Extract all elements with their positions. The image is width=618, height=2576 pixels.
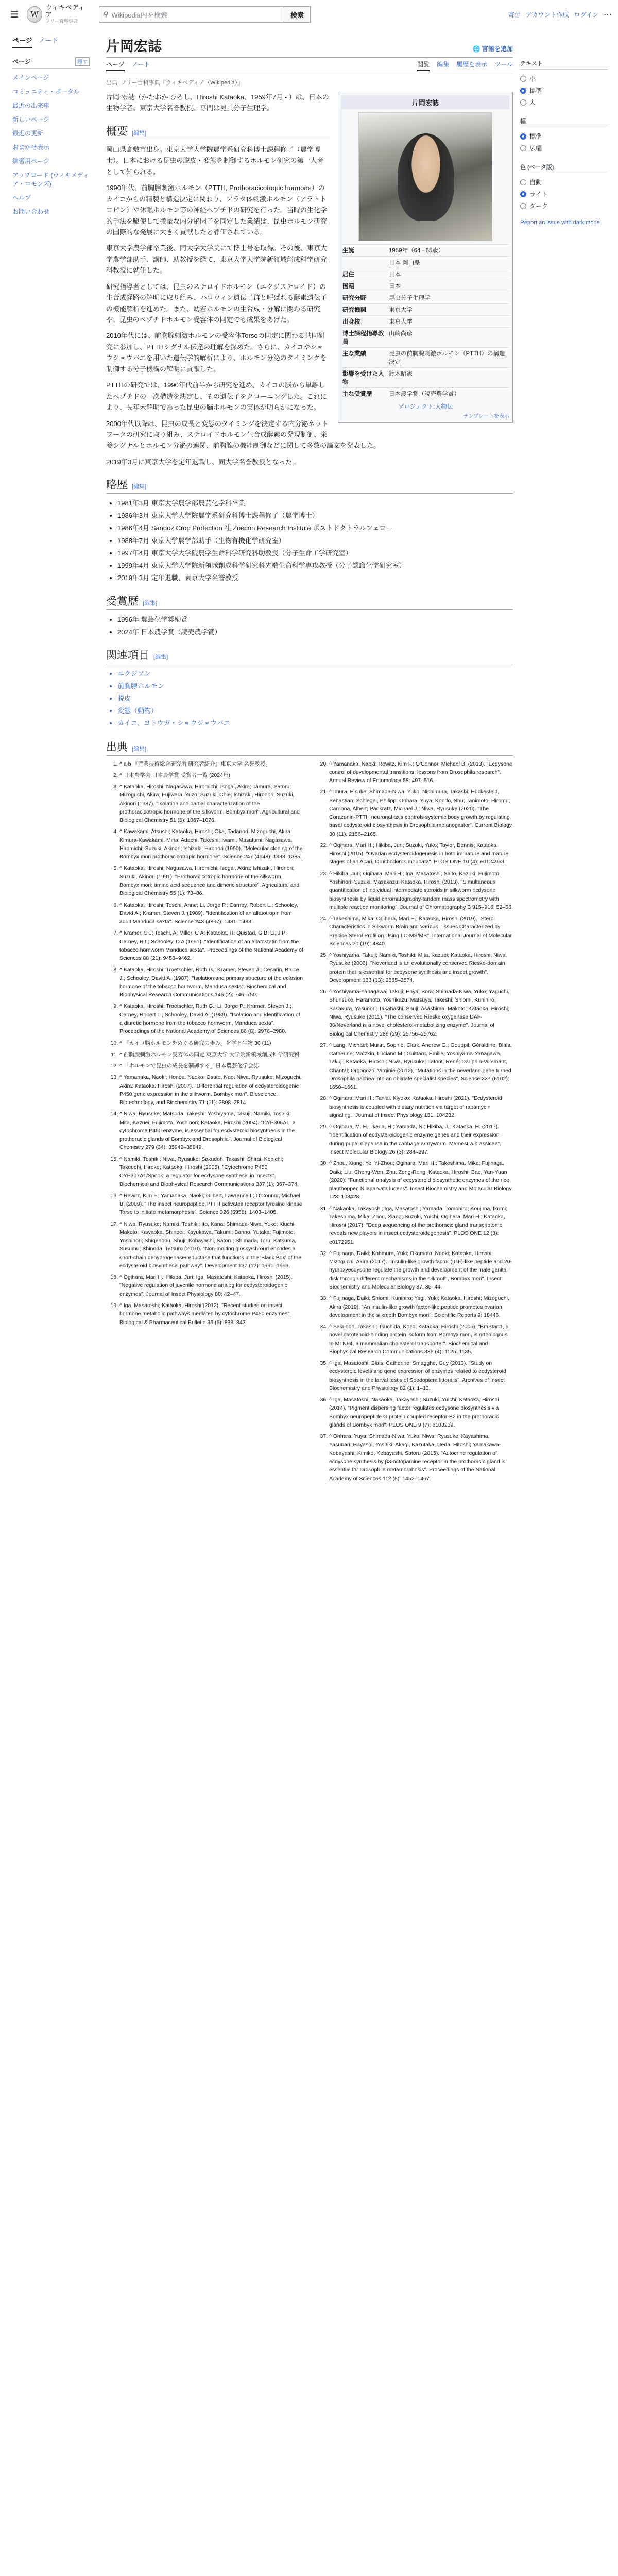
reference-item: 6. ^ Kataoka, Hiroshi; Toschi, Anne; Li, Jorge P.; Carney, Robert L.; Schooley, David A.; Kramer, Steven J. (1989). "Identification of an allatotropin from adult Manduca sexta". Science 243 (4897): 1481–1483. <box>119 901 303 926</box>
reference-item: 7. ^ Kramer, S J; Toschi, A; Miller, C A; Kataoka, H; Quistad, G B; Li, J P; Carney, R L; Schooley, D A (1991). "Identification of an allatostatin from the tobacco hornworm Manduca sexta". Proceedings of the National Academy of Sciences 88 (21): 9458–9462. <box>119 929 303 962</box>
sidebar-item[interactable]: お問い合わせ <box>12 208 50 215</box>
reference-item: 33. ^ Fujinaga, Daiki; Shiomi, Kunihiro; Yagi, Yuki; Kataoka, Hiroshi; Mizoguchi, Akira (2019). "An insulin-like growth factor-like peptide promotes ovarian development in the silkmoth Bombyx mori". Scientific Reports 9: 18446. <box>329 1294 513 1319</box>
infobox-value: 昆虫の前胸腺刺激ホルモン（PTTH）の構造決定 <box>389 351 505 365</box>
infobox-key: 居住 <box>342 272 354 278</box>
edit-link[interactable]: [編集] <box>143 600 158 606</box>
tab-edit[interactable]: 編集 <box>437 61 450 68</box>
paragraph: 岡山県倉敷市出身。東京大学大学院農学系研究科博士課程修了（農学博士）。日本における昆虫の脱皮・変態を制御するホルモン研究の第一人者として知られる。 <box>106 145 324 176</box>
intro-paragraph: 片岡 宏誌（かたおか ひろし、Hiroshi Kataoka、1959年7月 - ）は、日本の生物学者。東京大学名誉教授。専門は昆虫分子生理学。 <box>106 93 329 112</box>
hamburger-icon[interactable]: ☰ <box>10 9 19 20</box>
search-placeholder: Wikipedia内を検索 <box>111 11 167 19</box>
sidebar-item[interactable]: アップロード (ウィキメディア・コモンズ) <box>12 172 89 188</box>
appearance-group <box>520 161 608 212</box>
reference-item: 22. ^ Ogihara, Mari H.; Hikiba, Juri; Suzuki, Yuko; Taylor, Dennis; Kataoka, Hiroshi (2015). "Ovarian ecdysteroidogenesis in both immature and mature stages of an Acari, Ornithodoros moubata". PLOS ONE 10 (4): e0124953. <box>329 841 513 867</box>
radio-button[interactable] <box>520 145 526 151</box>
radio-option[interactable] <box>520 96 608 108</box>
references-column-2 <box>316 760 513 1486</box>
reference-item: 24. ^ Takeshima, Mika; Ogihara, Mari H.; Kataoka, Hiroshi (2019). "Sterol Characteristics in Silkworm Brain and Various Tissues Characterized by Precise Sterol Profiling Using LC-MS/MS". International Journal of Molecular Sciences 20 (19): 4840. <box>329 914 513 948</box>
related-heading: 関連項目 [編集] <box>106 647 513 664</box>
site-header <box>0 0 618 29</box>
infobox-key: 研究分野 <box>342 295 366 301</box>
create-account-link[interactable]: アカウント作成 <box>525 11 569 19</box>
infobox-value: 日本農学賞（読売農学賞） <box>389 391 460 397</box>
radio-label: ライト <box>529 191 548 198</box>
dark-mode-report-link[interactable]: Report an issue with dark mode <box>520 219 600 226</box>
infobox-row <box>341 387 509 399</box>
sidebar-item[interactable]: おまかせ表示 <box>12 144 50 151</box>
reference-item: 36. ^ Iga, Masatoshi; Nakaoka, Takayoshi; Suzuki, Yuichi; Kataoka, Hiroshi (2014). "Pigment dispersing factor regulates ecdysone biosynthesis via Bombyx neuropeptide G protein coupled receptor-B2 in the prothoracic glands of Bombyx mori". PLOS ONE 9 (7): e103239. <box>329 1396 513 1429</box>
template-link[interactable]: テンプレートを表示 <box>463 414 509 419</box>
sidebar-item[interactable]: 最近の更新 <box>12 130 44 137</box>
appearance-group-title: テキスト <box>520 58 608 70</box>
reference-item: 19. ^ Iga, Masatoshi; Kataoka, Hiroshi (2012). "Recent studies on insect hormone metabolic pathways mediated by cytochrome P450 enzymes". Biological & Pharmaceutical Bulletin 35 (6): 838–843. <box>119 1301 303 1327</box>
infobox-key: 研究機関 <box>342 307 366 313</box>
paragraph: 2000年代以降は、昆虫の成長と変態のタイミングを決定する内分泌ネットワークの研究に取り組み、ステロイドホルモン生合成酵素の発現制御、栄養シグナルとホルモン分泌の連関、前胸腺の機能制御などに関して多数の論文を発表した。 <box>106 419 381 450</box>
tab-talk[interactable]: ノート <box>38 37 59 44</box>
infobox-key: 生誕 <box>342 248 354 254</box>
paragraph: 2010年代には、前胸腺刺激ホルモンの受容体Torsoの同定に関わる共同研究に参加し、PTTHシグナル伝達の理解を深めた。さらに、カイコやショウジョウバエを用いた遺伝学的解析により、ホルモン分泌のタイミングを制御する分子機構の解明に貢献した。 <box>106 332 327 373</box>
infobox-key: 主な業績 <box>342 351 366 357</box>
paragraph: 1990年代、前胸腺刺激ホルモン（PTTH, Prothoracicotropic hormone）のカイコからの精製と構造決定に関わり、アラタ体刺激ホルモン（アラトトロピン）や休眠ホルモン等の神経ペプチドの研究を行った。当時の生化学的手法を駆使して微量な内分泌因子を同定した業績は、昆虫ホルモン研究の国際的な発展に大きく貢献したと評価されている。 <box>106 184 328 236</box>
infobox-row <box>341 292 509 303</box>
user-links <box>508 9 612 20</box>
infobox-row <box>341 303 509 315</box>
list-item[interactable]: • 変態（動物） <box>117 705 513 717</box>
reference-item: 26. ^ Yoshiyama-Yanagawa, Takuji; Enya, Sora; Shimada-Niwa, Yuko; Yaguchi, Shunsuke; Haramoto, Yoshikazu; Matsuya, Takeshi; Shiomi, Kunihiro; Sasakura, Yasunori; Takahashi, Shuji; Asashima, Makoto; Kataoka, Hiroshi; Niwa, Ryusuke (2011). "The conserved Rieske oxygenase DAF-36/Neverland is a novel cholesterol-metabolizing enzyme". Journal of Biological Chemistry 286 (29): 25756–25762. <box>329 988 513 1038</box>
list-item: • 1988年7月 東京大学農学部助手（生物有機化学研究室） <box>117 535 513 547</box>
add-languages-label: 言語を追加 <box>482 45 513 53</box>
infobox-value: 東京大学 <box>389 307 413 313</box>
references-column-1 <box>106 760 303 1486</box>
radio-label: 標準 <box>529 133 542 140</box>
sidebar-item[interactable]: メインページ <box>12 74 49 81</box>
logo-tagline: フリー百科事典 <box>45 19 78 24</box>
tab-page[interactable]: ページ <box>12 35 32 48</box>
main-content <box>106 29 513 1486</box>
donate-link[interactable]: 寄付 <box>508 11 521 19</box>
main-menu-list <box>12 71 90 218</box>
infobox-key: 出身校 <box>342 319 360 325</box>
references <box>106 760 513 1486</box>
logo-title: ウィキペディア <box>45 4 85 20</box>
reference-item: 3. ^ Kataoka, Hiroshi; Nagasawa, Hiromichi; Isogai, Akira; Tamura, Satoru; Mizoguchi, Akira; Fujiwara, Yuzo; Suzuki, Chie; Ishizaki, Hironori; Suzuki, Akinori (1987). "Isolation and partial characterization of the prothoracicotropic hormone of the silkworm, Bombyx mori". Agricultural and Biological Chemistry 51 (5): 1067–1076. <box>119 783 303 824</box>
infobox-row <box>341 244 509 256</box>
search-input[interactable] <box>99 6 284 23</box>
project-link[interactable]: プロジェクト:人物伝 <box>398 404 453 410</box>
radio-label: 大 <box>529 99 536 106</box>
radio-label: 標準 <box>529 87 542 94</box>
infobox-key <box>342 258 389 266</box>
infobox-key: 影響を受けた人物 <box>342 371 384 385</box>
appearance-group <box>520 58 608 108</box>
infobox-value: 東京大学 <box>389 319 413 325</box>
infobox-row <box>341 347 509 367</box>
reference-item: 28. ^ Ogihara, Mari H.; Taniai, Kiyoko; Kataoka, Hiroshi (2021). "Ecdysteroid biosynthesis is coupled with dietary nutrition via target of rapamycin signaling". Journal of Insect Physiology 131: 104232. <box>329 1094 513 1120</box>
infobox-value: 昆虫分子生理学 <box>389 295 431 301</box>
more-icon[interactable]: ⋯ <box>604 10 612 19</box>
reference-item: 32. ^ Fujinaga, Daiki; Kohmura, Yuki; Okamoto, Naoki; Kataoka, Hiroshi; Mizoguchi, Akira (2017). "Insulin-like growth factor (IGF)-like peptide and 20-hydroxyecdysone regulate the growth and development of the male genital disk through different mechanisms in the silkmoth, Bombyx mori". Insect Biochemistry and Molecular Biology 87: 35–44. <box>329 1249 513 1291</box>
career-list <box>117 498 513 584</box>
tab-read[interactable]: 閲覧 <box>417 60 430 71</box>
reference-item: 18. ^ Ogihara, Mari H.; Hikiba, Juri; Iga, Masatoshi; Kataoka, Hiroshi (2015). "Negative regulation of juvenile hormone analog for ecdysteroidogenic enzymes". Journal of Insect Physiology 80: 42–47. <box>119 1273 303 1298</box>
infobox-title: 片岡宏誌 <box>341 95 509 109</box>
career-heading: 略歴 [編集] <box>106 477 513 494</box>
edit-link[interactable]: [編集] <box>132 745 147 752</box>
add-languages-button[interactable] <box>473 44 513 53</box>
radio-label: 広幅 <box>529 145 542 152</box>
edit-link[interactable]: [編集] <box>132 484 147 490</box>
infobox-row <box>341 256 509 268</box>
edit-link[interactable]: [編集] <box>153 654 168 661</box>
paragraph: PTTHの研究では、1990年代前半から研究を進め、カイコの脳から単離したペプチドの一次構造を決定し、その遺伝子をクローニングした。これにより、長年未解明であった昆虫の脳ホルモンの実体が明らかになった。 <box>106 381 327 412</box>
reference-item: 17. ^ Niwa, Ryusuke; Namiki, Toshiki; Ito, Kana; Shimada-Niwa, Yuko; Kiuchi, Makoto; Kawaoka, Shinpei; Kayukawa, Takumi; Banno, Yutaka; Fujimoto, Yoshinori; Shigenobu, Shuji; Kobayashi, Satoru; Shimada, Toru; Katsuma, Susumu; Shinoda, Tetsuro (2010). "Non-molting glossy/shroud encodes a short-chain dehydrogenase/reductase that functions in the 'Black Box' of the ecdysteroid biosynthesis pathway". Development 137 (12): 1991–1999. <box>119 1220 303 1270</box>
infobox-value: 日本 <box>389 272 401 278</box>
appearance-group <box>520 115 608 154</box>
main-menu-heading <box>12 55 90 69</box>
reference-item: 31. ^ Nakaoka, Takayoshi; Iga, Masatoshi; Yamada, Tomohiro; Koujima, Ikumi; Takeshima, Mika; Zhou, Xiang; Suzuki, Yuichi; Ogihara, Mari H.; Kataoka, Hiroshi (2017). "Deep sequencing of the prothoracic gland transcriptome reveals new players in insect ecdysteroidogenesis". PLOS ONE 12 (3): e0172951. <box>329 1205 513 1246</box>
radio-option[interactable] <box>520 142 608 154</box>
radio-button[interactable] <box>520 191 526 197</box>
reference-item: 30. ^ Zhou, Xiang; Ye, Yi-Zhou; Ogihara, Mari H.; Takeshima, Mika; Fujinaga, Daiki; Liu, Cheng-Wen; Zhu, Zeng-Rong; Kataoka, Hiroshi; Bao, Yan-Yuan (2020). "Functional analysis of ecdysteroid biosynthetic enzymes of the rice planthopper, Nilaparvata lugens". Insect Biochemistry and Molecular Biology 123: 103428. <box>329 1159 513 1201</box>
related-list <box>117 668 513 729</box>
reference-item: 10. ^ 「カイコ脳ホルモンをめぐる研究の歩み」化学と生物 30 (11) <box>119 1039 303 1047</box>
tab-tools[interactable]: ツール <box>494 61 513 68</box>
radio-option[interactable] <box>520 176 608 188</box>
list-item[interactable]: • 前胸腺ホルモン <box>117 681 513 692</box>
paragraph: 東京大学農学部卒業後、同大学大学院にて博士号を取得。その後、東京大学農学部助手、講師、助教授を経て、東京大学大学院新領域創成科学研究科教授に就任した。 <box>106 244 328 275</box>
radio-option[interactable] <box>520 200 608 212</box>
awards-heading: 受賞歴 [編集] <box>106 593 513 610</box>
radio-button[interactable] <box>520 76 526 82</box>
reference-item: 1. ^ a b 『産業技術総合研究所 研究者紹介』東京大学 名誉教授。 <box>119 760 303 768</box>
reference-item: 15. ^ Namiki, Toshiki; Niwa, Ryusuke; Sakudoh, Takashi; Shirai, Kenichi; Takeuchi, Hiroko; Kataoka, Hiroshi (2005). "Cytochrome P450 CYP307A1/Spook: a regulator for ecdysone synthesis in insects". Biochemical and Biophysical Research Communications 337 (1): 367–374. <box>119 1155 303 1189</box>
portrait-image <box>358 112 492 241</box>
awards-list <box>117 614 513 638</box>
reference-item: 34. ^ Sakudoh, Takashi; Tsuchida, Kozo; Kataoka, Hiroshi (2005). "BmStart1, a novel carotenoid-binding protein isoform from Bombyx mori, is orthologous to MLN64, a mammalian cholesterol transporter". Biochemical and Biophysical Research Communications 336 (4): 1125–1135. <box>329 1323 513 1356</box>
infobox-rows <box>341 244 509 399</box>
reference-item: 9. ^ Kataoka, Hiroshi; Troetschler, Ruth G.; Li, Jorge P.; Kramer, Steven J.; Carney, Robert L.; Schooley, David A. (1989). "Isolation and identification of a diuretic hormone from the tobacco hornworm, Manduca sexta". Proceedings of the National Academy of Sciences 86 (8): 2976–2980. <box>119 1002 303 1036</box>
radio-button[interactable] <box>520 203 526 209</box>
infobox-key: 国籍 <box>342 283 354 290</box>
reference-item: 8. ^ Kataoka, Hiroshi; Troetschler, Ruth G.; Kramer, Steven J.; Cesarin, Bruce J.; Schooley, David A. (1987). "Isolation and primary structure of the eclosion hormone of the tobacco hornworm, Manduca sexta". Biochemical and Biophysical Research Communications 146 (2): 746–750. <box>119 965 303 999</box>
radio-button[interactable] <box>520 133 526 140</box>
reference-item: 12. ^ 「ホルモンで昆虫の成長を制御する」日本農芸化学会誌 <box>119 1062 303 1070</box>
paragraph: 2019年3月に東京大学を定年退職し、同大学名誉教授となった。 <box>106 457 299 466</box>
overview-heading: 概要 [編集] <box>106 123 330 140</box>
paragraph: 研究指導者としては、昆虫のステロイドホルモン（エクジステロイド）の生合成経路の解明に取り組み、ハロウィン遺伝子群と呼ばれる酵素遺伝子の機能解析を進めた。また、幼若ホルモンの生合成・分解に関わる研究や、昆虫のペプチドホルモン受容体の同定でも成果をあげた。 <box>106 282 328 324</box>
reference-item: 13. ^ Yamanaka, Naoki; Honda, Naoko; Osato, Nao; Niwa, Ryusuke; Mizoguchi, Akira; Kataoka, Hiroshi (2007). "Differential regulation of ecdysteroidogenic P450 gene expression in the silkworm, Bombyx mori". Bioscience, Biotechnology, and Biochemistry 71 (11): 2808–2814. <box>119 1073 303 1107</box>
reference-item: 14. ^ Niwa, Ryusuke; Matsuda, Takeshi; Yoshiyama, Takuji; Namiki, Toshiki; Mita, Kazuei; Fujimoto, Yoshinori; Kataoka, Hiroshi (2004). "CYP306A1, a cytochrome P450 enzyme, is essential for ecdysteroid biosynthesis in the prothoracic glands of Bombyx and Drosophila". Journal of Biological Chemistry 279 (34): 35942–35949. <box>119 1110 303 1151</box>
infobox-value: 日本 <box>389 283 401 290</box>
list-item: • 2024年 日本農学賞（読売農学賞） <box>117 626 513 638</box>
reference-item: 20. ^ Yamanaka, Naoki; Rewitz, Kim F.; O'Connor, Michael B. (2013). "Ecdysone control of developmental transitions: lessons from Drosophila research". Annual Review of Entomology 58: 497–516. <box>329 760 513 785</box>
list-item: • 1986年3月 東京大学大学院農学系研究科博士課程修了（農学博士） <box>117 510 513 521</box>
infobox-row <box>341 268 509 280</box>
left-tabs <box>12 35 90 48</box>
reference-item: 5. ^ Kataoka, Hiroshi; Nagasawa, Hiromichi; Isogai, Akira; Ishizaki, Hironori; Suzuki, Akinori (1991). "Prothoracicotropic hormone of the silkworm, Bombyx mori: amino acid sequence and dimeric structure". Agricultural and Biological Chemistry 55 (1): 73–86. <box>119 864 303 897</box>
radio-option[interactable] <box>520 130 608 142</box>
list-item: • 1999年4月 東京大学大学院新領域創成科学研究科先端生命科学専攻教授（分子認識化学研究室） <box>117 560 513 571</box>
infobox-value: 鈴木昭憲 <box>389 371 413 377</box>
infobox-value: 山崎尚彦 <box>389 331 413 337</box>
sidebar-item[interactable]: コミュニティ・ポータル <box>12 88 80 95</box>
appearance-group-title: 幅 <box>520 115 608 127</box>
radio-option[interactable] <box>520 188 608 200</box>
sidebar-item[interactable]: 最近の出来事 <box>12 102 50 109</box>
page-tabs <box>106 60 513 74</box>
reference-item: 37. ^ Ohhara, Yuya; Shimada-Niwa, Yuko; Niwa, Ryusuke; Kayashima, Yasunari; Hayashi, Yoshiki; Akagi, Kazutaka; Ueda, Hitoshi; Yamakawa-Kobayashi, Kimiko; Kobayashi, Satoru (2015). "Autocrine regulation of ecdysone synthesis by β3-octopamine receptor in the prothoracic gland is essential for Drosophila metamorphosis". Proceedings of the National Academy of Sciences 112 (5): 1452–1457. <box>329 1432 513 1483</box>
infobox-row <box>341 315 509 327</box>
reference-item: 2. ^ 日本農学会 日本農学賞 受賞者一覧 (2024年) <box>119 771 303 779</box>
reference-item: 25. ^ Yoshiyama, Takuji; Namiki, Toshiki; Mita, Kazuei; Kataoka, Hiroshi; Niwa, Ryusuke (2006). "Neverland is an evolutionally conserved Rieske-domain protein that is essential for ecdysone synthesis and insect growth". Development 133 (13): 2565–2574. <box>329 951 513 985</box>
infobox <box>338 92 513 423</box>
infobox-key: 主な受賞歴 <box>342 391 372 397</box>
reference-item: 27. ^ Lang, Michael; Murat, Sophie; Clark, Andrew G.; Gouppil, Géraldine; Blais, Catherine; Matzkin, Luciano M.; Guittard, Émilie; Yoshiyama-Yanagawa, Takuji; Kataoka, Hiroshi; Niwa, Ryusuke; Lafont, René; Dauphin-Villemant, Chantal; Orgogozo, Virginie (2012). "Mutations in the neverland gene turned Drosophila pachea into an obligate specialist species". Science 337 (6102): 1658–1661. <box>329 1041 513 1092</box>
sidebar-item[interactable]: ヘルプ <box>12 194 31 201</box>
reference-item: 29. ^ Ogihara, M. H.; Ikeda, H.; Yamada, N.; Hikiba, J.; Kataoka, H. (2017). "Identification of ecdysteroidogenic enzyme genes and their expression during pupal diapause in the cabbage armyworm, Mamestra brassicae". Insect Molecular Biology 26 (3): 284–297. <box>329 1123 513 1156</box>
references-heading: 出典 [編集] <box>106 739 513 756</box>
list-item: • 1981年3月 東京大学農学部農芸化学科卒業 <box>117 498 513 509</box>
list-item[interactable]: • エクジソン <box>117 668 513 680</box>
radio-button[interactable] <box>520 99 526 106</box>
title-bar <box>106 29 513 58</box>
radio-label: ダーク <box>529 202 548 210</box>
infobox-row <box>341 367 509 387</box>
edit-link[interactable]: [編集] <box>132 130 147 137</box>
search-button[interactable]: 検索 <box>284 6 311 23</box>
radio-button[interactable] <box>520 179 526 185</box>
radio-option[interactable] <box>520 73 608 84</box>
left-sidebar <box>12 35 90 218</box>
translate-icon: 🌐 <box>472 45 480 53</box>
hide-button[interactable]: 隠す <box>75 57 90 66</box>
tab-history[interactable]: 履歴を表示 <box>456 61 488 68</box>
sidebar-item[interactable]: 新しいページ <box>12 116 49 123</box>
infobox-value: 日本 岡山県 <box>389 260 420 266</box>
infobox-row <box>341 280 509 292</box>
reference-item: 23. ^ Hikiba, Juri; Ogihara, Mari H.; Iga, Masatoshi; Saito, Kazuki; Fujimoto, Yoshinori; Suzuki, Masakazu; Kataoka, Hiroshi (2013). "Simultaneous quantification of individual intermediate steroids in silkworm ecdysone biosynthesis by liquid chromatography-tandem mass spectrometry with multiple reaction monitoring". Journal of Chromatography B 915–916: 52–56. <box>329 870 513 911</box>
reference-item: 11. ^ 前胸腺刺激ホルモン受容体の同定 東京大学 大学院新領域創成科学研究科 <box>119 1050 303 1059</box>
list-item: • 1986年4月 Sandoz Crop Protection 社 Zoecon Research Institute ポストドクトラルフェロー <box>117 522 513 534</box>
list-item: • 2019年3月 定年退職、東京大学名誉教授 <box>117 572 513 584</box>
list-item: • 1996年 農芸化学奨励賞 <box>117 614 513 625</box>
login-link[interactable]: ログイン <box>574 11 598 19</box>
radio-button[interactable] <box>520 88 526 94</box>
appearance-panel <box>520 58 608 227</box>
list-item[interactable]: • カイコ、ヨトウガ・ショウジョウバエ <box>117 718 513 729</box>
wikipedia-logo[interactable] <box>27 5 89 24</box>
list-item: • 1997年4月 東京大学大学院農学生命科学研究科助教授（分子生命工学研究室） <box>117 548 513 559</box>
reference-item: 21. ^ Imura, Eisuke; Shimada-Niwa, Yuko; Nishimura, Takashi; Hückesfeld, Sebastian; Schlegel, Philipp; Ohhara, Yuya; Kondo, Shu; Tanimoto, Hiromu; Cardona, Albert; Pankratz, Michael J.; Niwa, Ryusuke (2020). "The Corazonin-PTTH neuronal axis controls systemic body growth by regulating basal ecdysteroid biosynthesis in Drosophila melanogaster". Current Biology 30 (11): 2156–2165. <box>329 788 513 838</box>
infobox-value: 1959年（64 - 65歳） <box>389 248 444 254</box>
tab-discussion[interactable]: ノート <box>131 61 150 68</box>
reference-item: 16. ^ Rewitz, Kim F.; Yamanaka, Naoki; Gilbert, Lawrence I.; O'Connor, Michael B. (2009). "The insect neuropeptide PTTH activates receptor tyrosine kinase Torso to initiate metamorphosis". Science 326 (5958): 1403–1405. <box>119 1192 303 1217</box>
tab-article[interactable]: ページ <box>106 60 125 71</box>
main-menu-title: ページ <box>12 58 31 65</box>
source-note: 出典: フリー百科事典『ウィキペディア（Wikipedia）』 <box>106 80 244 86</box>
infobox-row <box>341 327 509 347</box>
infobox-key: 博士課程指導教員 <box>342 331 384 345</box>
reference-item: 4. ^ Kawakami, Atsushi; Kataoka, Hiroshi; Oka, Tadanori; Mizoguchi, Akira; Kimura-Kawakami, Mina; Adachi, Takeshi; Iwami, Masafumi; Nagasawa, Hiromichi; Suzuki, Akinori; Ishizaki, Hironori (1990). "Molecular cloning of the Bombyx mori prothoracicotropic hormone". Science 247 (4948): 1333–1335. <box>119 827 303 861</box>
appearance-group-title: 色 (ベータ版) <box>520 161 608 173</box>
puzzle-globe-icon: W <box>27 6 42 23</box>
radio-label: 自動 <box>529 179 542 186</box>
list-item[interactable]: • 脱皮 <box>117 693 513 704</box>
sidebar-item[interactable]: 練習用ページ <box>12 158 49 165</box>
reference-item: 35. ^ Iga, Masatoshi; Blais, Catherine; Smagghe, Guy (2013). "Study on ecdysteroid levels and gene expression of enzymes related to ecdysteroid biosynthesis in the larval testis of Spodoptera littoralis". Archives of Insect Biochemistry and Physiology 82 (1): 1–13. <box>329 1359 513 1393</box>
search-icon: ⚲ <box>104 10 109 18</box>
radio-label: 小 <box>529 75 536 82</box>
page-title: 片岡宏誌 <box>106 39 162 54</box>
radio-option[interactable] <box>520 84 608 96</box>
